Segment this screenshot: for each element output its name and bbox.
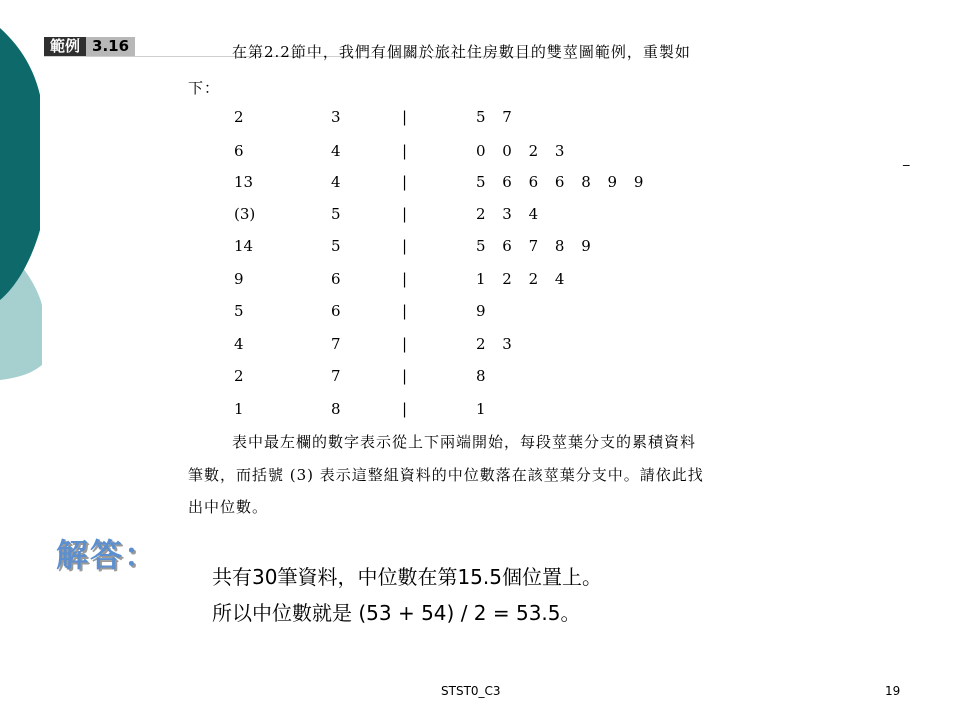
row-stem: 3 [331,108,341,126]
row-leaves: 5 6 7 8 9 [476,237,597,255]
row-count: 9 [234,270,244,288]
row-count: (3) [234,205,256,223]
row-leaves: 1 [476,400,492,418]
answer-line-1: 共有30筆資料，中位數在第15.5個位置上。 [212,565,602,589]
row-divider: | [402,400,408,418]
row-stem: 6 [331,302,341,320]
row-divider: | [402,173,408,191]
stray-mark: _ [903,152,910,167]
row-divider: | [402,302,408,320]
row-leaves: 2 3 [476,335,518,353]
row-divider: | [402,108,408,126]
row-stem: 7 [331,335,341,353]
row-stem: 4 [331,173,341,191]
row-divider: | [402,237,408,255]
row-count: 4 [234,335,244,353]
row-stem: 4 [331,142,341,160]
answer-line-2: 所以中位數就是 (53 + 54) / 2 = 53.5。 [212,601,581,625]
row-leaves: 2 3 4 [476,205,545,223]
answer-label: 解答： [56,536,159,574]
row-stem: 5 [331,237,341,255]
example-tag-number: 3.16 [86,37,135,56]
row-leaves: 0 0 2 3 [476,142,571,160]
explanation-line-1: 表中最左欄的數字表示從上下兩端開始，每段莖葉分支的累積資料 [232,433,697,451]
row-stem: 7 [331,367,341,385]
row-divider: | [402,367,408,385]
row-stem: 6 [331,270,341,288]
intro-line-1: 在第2.2節中，我們有個關於旅社住房數目的雙莖圖範例，重製如 [232,43,691,61]
explanation-line-2: 筆數，而括號 (3) 表示這整組資料的中位數落在該莖葉分支中。請依此找 [188,466,704,484]
row-divider: | [402,205,408,223]
row-count: 14 [234,237,254,255]
row-count: 2 [234,367,244,385]
row-divider: | [402,142,408,160]
footer-page-number: 19 [885,684,901,698]
footer-course: STST0_C3 [441,684,501,698]
row-count: 13 [234,173,254,191]
row-leaves: 5 6 6 6 8 9 9 [476,173,650,191]
row-divider: | [402,335,408,353]
row-leaves: 8 [476,367,492,385]
row-leaves: 9 [476,302,492,320]
row-leaves: 1 2 2 4 [476,270,571,288]
example-tag [44,37,135,56]
row-count: 2 [234,108,244,126]
row-count: 1 [234,400,244,418]
row-stem: 5 [331,205,341,223]
row-leaves: 5 7 [476,108,518,126]
intro-line-2: 下： [188,79,221,97]
row-count: 5 [234,302,244,320]
explanation-line-3: 出中位數。 [188,498,269,516]
row-count: 6 [234,142,244,160]
row-divider: | [402,270,408,288]
example-tag-label: 範例 [44,37,86,56]
row-stem: 8 [331,400,341,418]
